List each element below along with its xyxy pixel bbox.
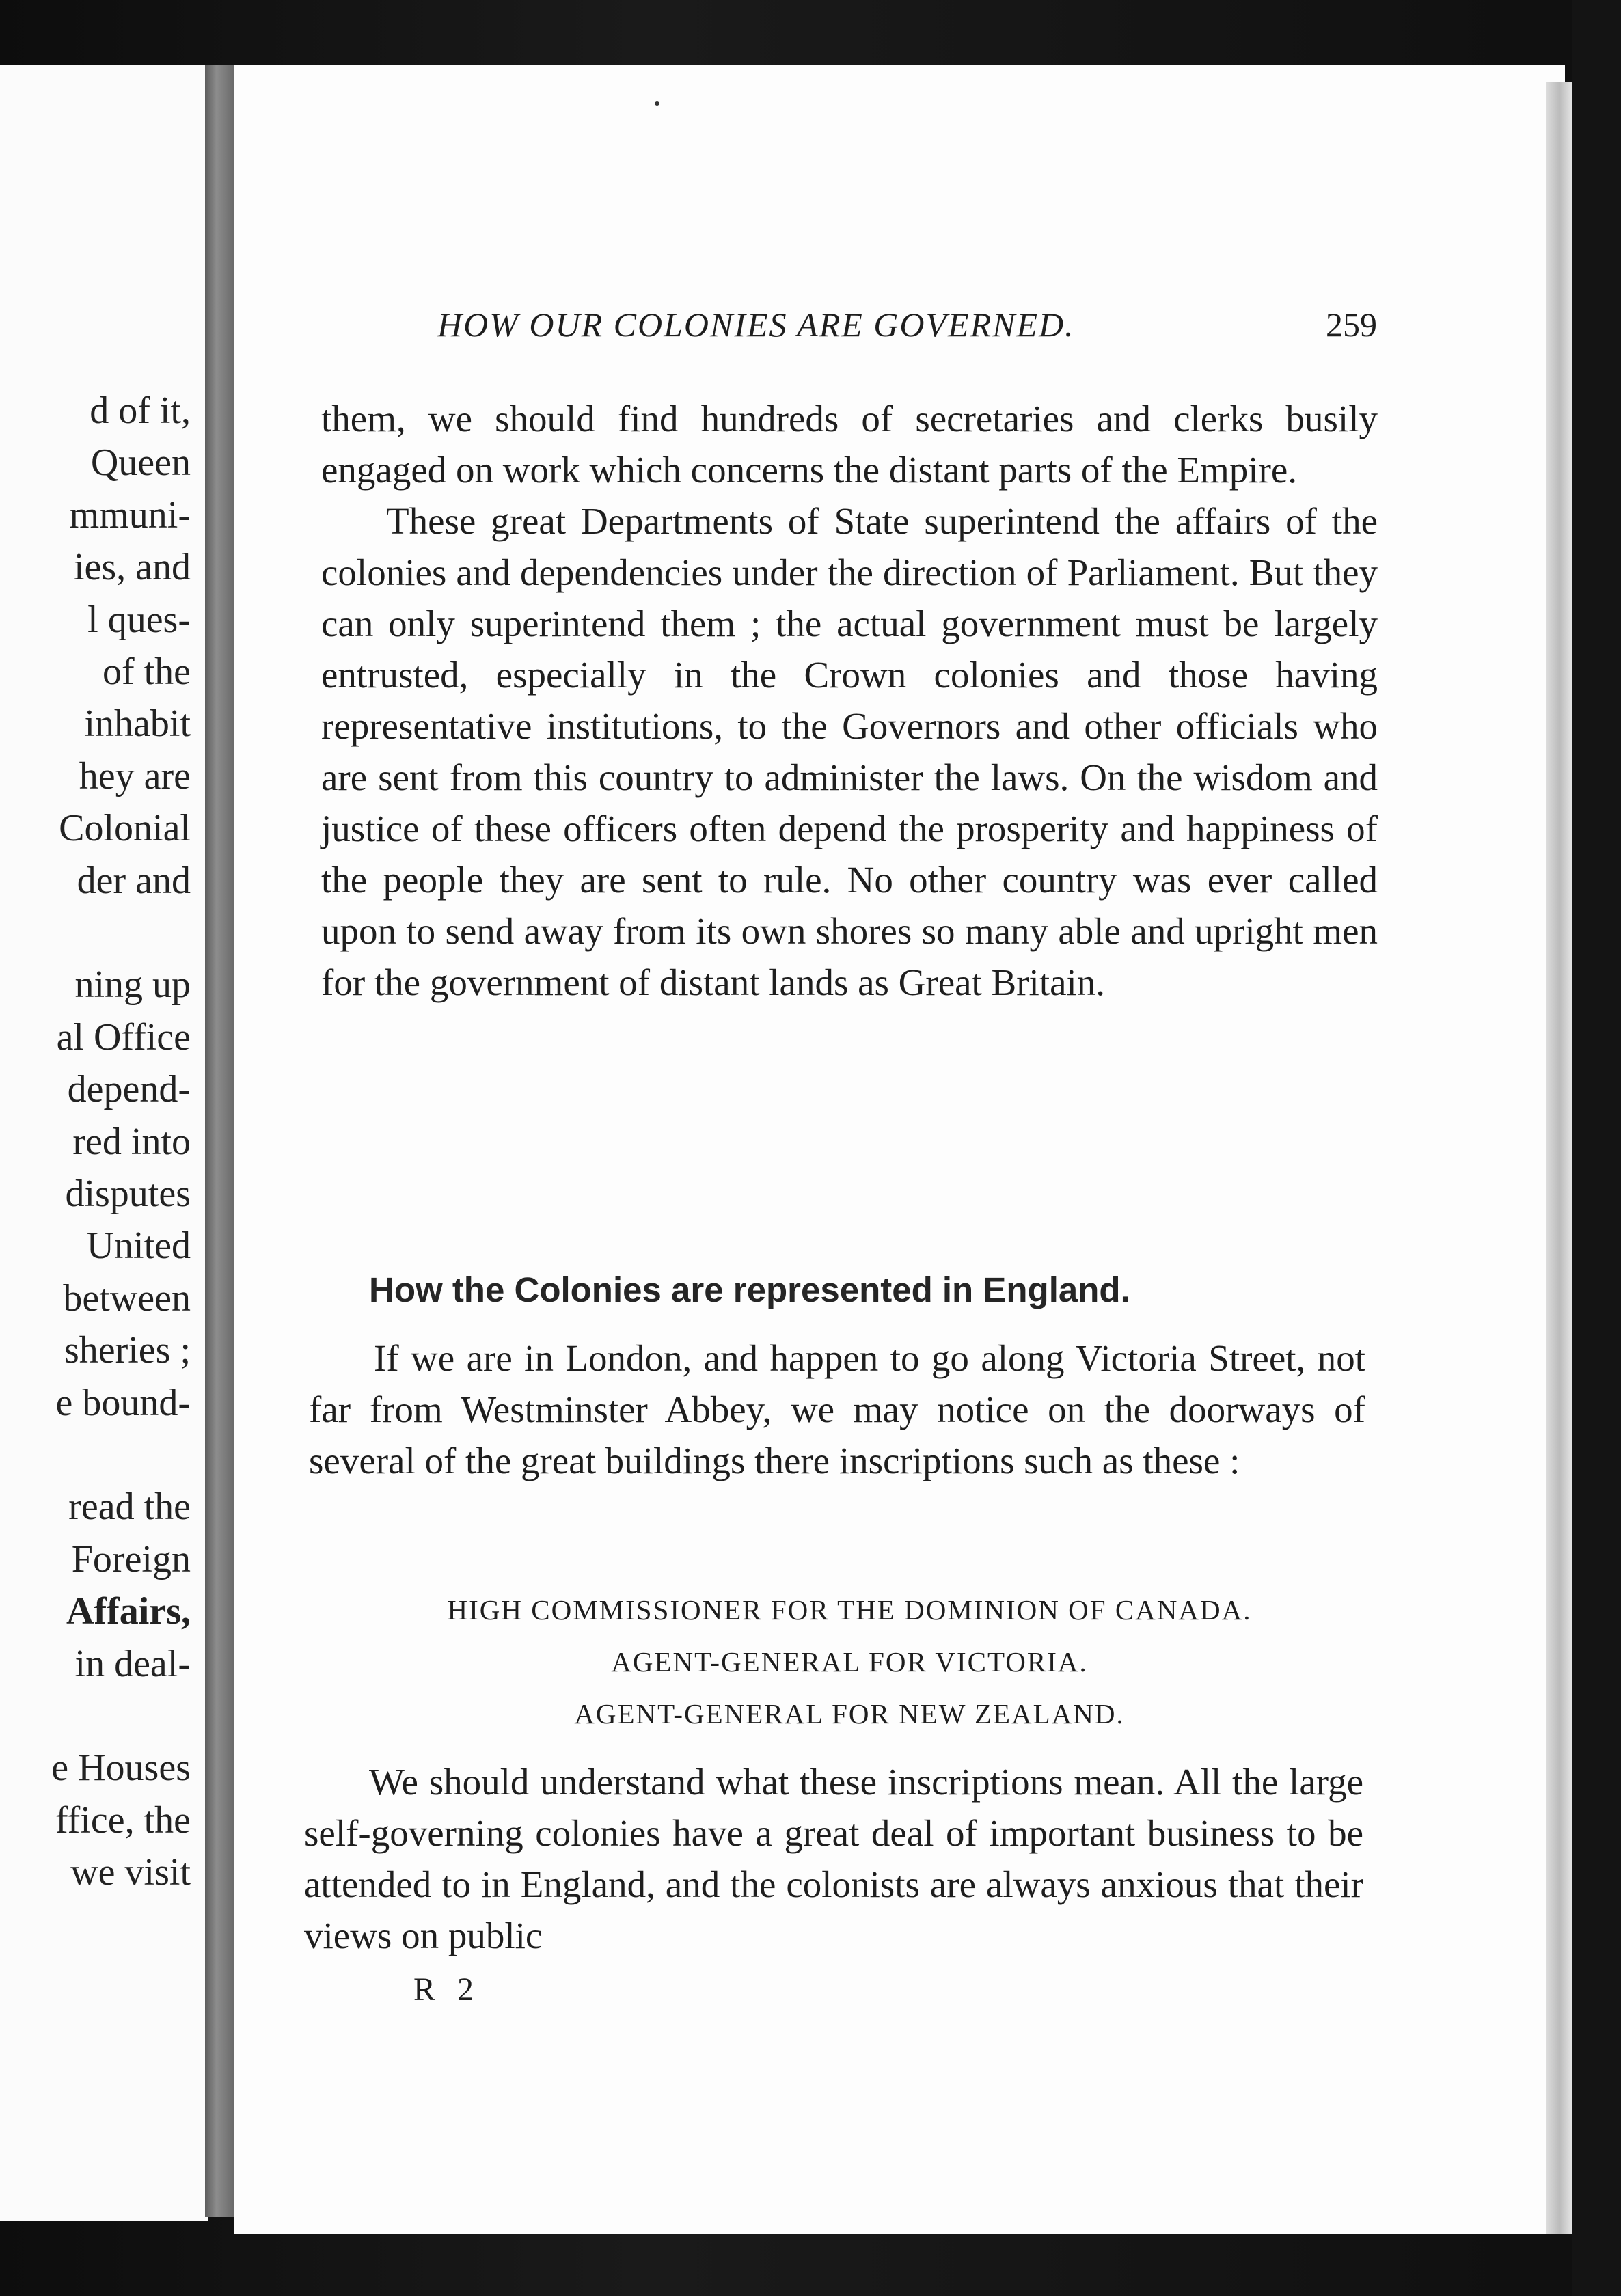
inscription-line: AGENT-GENERAL FOR NEW ZEALAND. (574, 1698, 1125, 1730)
left-page-line: United (86, 1225, 191, 1268)
left-page-line: inhabit (84, 702, 191, 746)
left-page-line: ies, and (73, 546, 191, 589)
left-page-line: Colonial (59, 807, 191, 850)
paragraph-departments: These great Departments of State superintend the affairs of the colonies and dependencies under the direction of Parliament. But they can only superintend them ; the actual government must be largely entrusted, especially in the Crown colonies and those having representative institutions, to the Governors and other officials who are sent from this country to administer the laws. On the wisdom and justice of these officers often depend the prosperity and happiness of the people they are sent to rule. No other country was ever called upon to send away from its own shores so many able and upright men for the government of distant lands as Great Britain. (321, 500, 1378, 1003)
paragraph-block-1 (321, 393, 1378, 1008)
left-page-line: Queen (90, 441, 191, 484)
left-page-line: mmuni- (69, 493, 191, 536)
book-gutter (205, 65, 234, 2217)
left-page-line: ffice, the (55, 1799, 191, 1842)
page-edge (1546, 82, 1573, 2234)
paragraph-continuation: them, we should find hundreds of secretaries and clerks busily engaged on work which concerns the distant parts of the Empire. (321, 398, 1378, 491)
scan-border (1572, 0, 1621, 2296)
paragraph-london: If we are in London, and happen to go along Victoria Street, not far from Westminster Abbey, we may notice on the doorways of several of the great buildings there inscriptions such as these : (309, 1337, 1365, 1481)
page-number: 259 (1326, 305, 1377, 344)
left-page-fragment (0, 65, 208, 2221)
inscriptions-list (321, 1584, 1378, 1740)
left-page-line: e Houses (51, 1747, 191, 1790)
left-page-line: in deal- (74, 1642, 191, 1685)
paragraph-block-3 (304, 1756, 1363, 1961)
left-page-line: sheries ; (64, 1329, 191, 1372)
section-heading: How the Colonies are represented in England. (369, 1270, 1130, 1309)
left-page-line: depend- (67, 1068, 191, 1111)
running-header (437, 305, 1377, 344)
left-page-line: der and (77, 859, 191, 902)
paragraph-inscriptions-meaning: We should understand what these inscriptions mean. All the large self-governing colonies have a great deal of important business to be attended to in England, and the colonists are always anxious that their views on public (304, 1761, 1363, 1956)
left-page-line: red into (72, 1120, 191, 1163)
inscription-line: AGENT-GENERAL FOR VICTORIA. (611, 1646, 1088, 1678)
signature-mark: R 2 (413, 1971, 481, 2008)
left-page-line: l ques- (87, 598, 191, 641)
inscription-line: HIGH COMMISSIONER FOR THE DOMINION OF CANADA. (447, 1594, 1252, 1626)
paragraph-block-2 (309, 1332, 1365, 1486)
left-page-line: e bound- (55, 1381, 191, 1424)
left-page-line: of the (102, 651, 191, 693)
speck (655, 101, 659, 106)
left-page-line: d of it, (90, 390, 191, 432)
left-page-line: Foreign (71, 1538, 191, 1581)
left-page-line: Affairs, (66, 1590, 191, 1633)
left-page-line: disputes (65, 1173, 191, 1215)
left-page-line: read the (68, 1486, 191, 1529)
left-page-line: hey are (79, 754, 191, 797)
left-page-line: we visit (70, 1851, 191, 1894)
left-page-line: al Office (56, 1015, 191, 1058)
left-page-line: ning up (74, 964, 191, 1007)
left-page-line: between (63, 1276, 191, 1320)
running-title: HOW OUR COLONIES ARE GOVERNED. (437, 305, 1075, 344)
